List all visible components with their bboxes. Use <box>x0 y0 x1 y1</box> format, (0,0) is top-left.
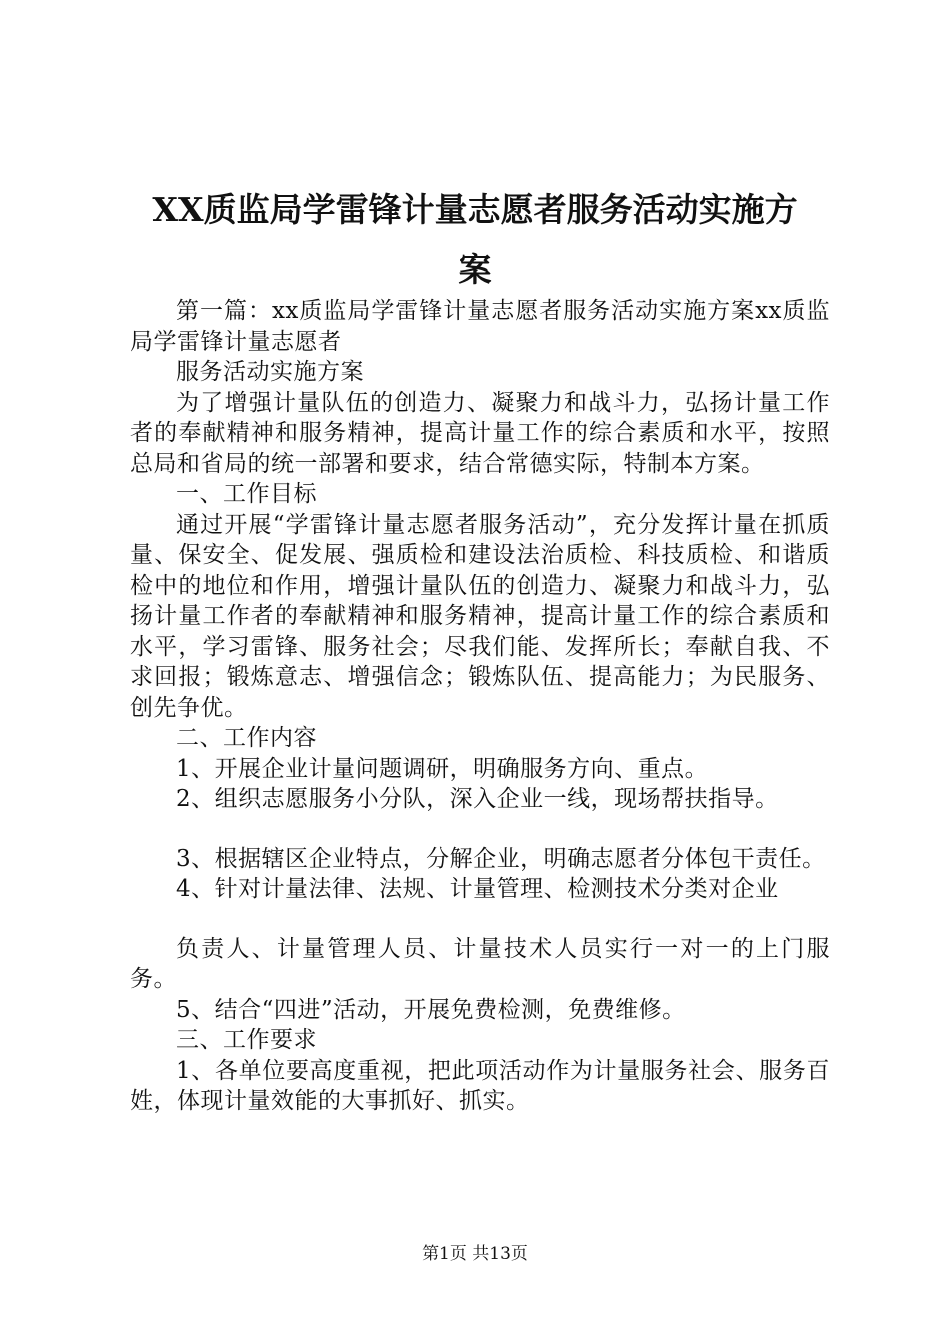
list-item-4: 4、针对计量法律、法规、计量管理、检测技术分类对企业 <box>176 876 779 902</box>
list-item-2: 2、组织志愿服务小分队，深入企业一线，现场帮扶指导。 <box>176 786 779 812</box>
document-title-line-1: XX质监局学雷锋计量志愿者服务活动实施方 <box>152 190 798 229</box>
section-heading-content: 二、工作内容 <box>176 725 317 751</box>
list-item-1: 1、开展企业计量问题调研，明确服务方向、重点。 <box>176 755 709 782</box>
section-heading-requirements: 三、工作要求 <box>176 1027 317 1053</box>
paragraph-goals: 通过开展“学雷锋计量志愿者服务活动”，充分发挥计量在抓质量、保安全、促发展、强质检和建设法治质检、科技质检、和谐质检中的地位和作用，增强计量队伍的创造力、凝聚力和战斗力，弘扬计量工作者的奉献精神和服务精神，提高计量工作的综合素质和水平，学习雷锋、服务社会；尽我们能、发挥所长；奉献自我、不求回报；锻炼意志、增强信念；锻炼队伍、提高能力；为民服务、创先争优。 <box>130 511 830 721</box>
requirement-item-1: 1、各单位要高度重视，把此项活动作为计量服务社会、服务百姓，体现计量效能的大事抓好、抓实。 <box>130 1057 830 1114</box>
list-item-5: 5、结合“四进”活动，开展免费检测，免费维修。 <box>176 996 686 1023</box>
section-heading-goals: 一、工作目标 <box>176 481 317 507</box>
list-item-3: 3、根据辖区企业特点，分解企业，明确志愿者分体包干责任。 <box>176 845 826 872</box>
list-item-4-continued: 负责人、计量管理人员、计量技术人员实行一对一的上门服务。 <box>130 935 830 992</box>
paragraph-intro: 为了增强计量队伍的创造力、凝聚力和战斗力，弘扬计量工作者的奉献精神和服务精神，提高计量工作的综合素质和水平，按照总局和省局的统一部署和要求，结合常德实际，特制本方案。 <box>130 389 830 477</box>
document-body <box>130 296 830 1117</box>
paragraph-subtitle: 服务活动实施方案 <box>176 359 364 385</box>
document-title-line-2: 案 <box>458 250 492 289</box>
page-footer: 第1页 共13页 <box>422 1244 528 1264</box>
paragraph-chapter-heading: 第一篇：xx质监局学雷锋计量志愿者服务活动实施方案xx质监局学雷锋计量志愿者 <box>130 298 830 355</box>
